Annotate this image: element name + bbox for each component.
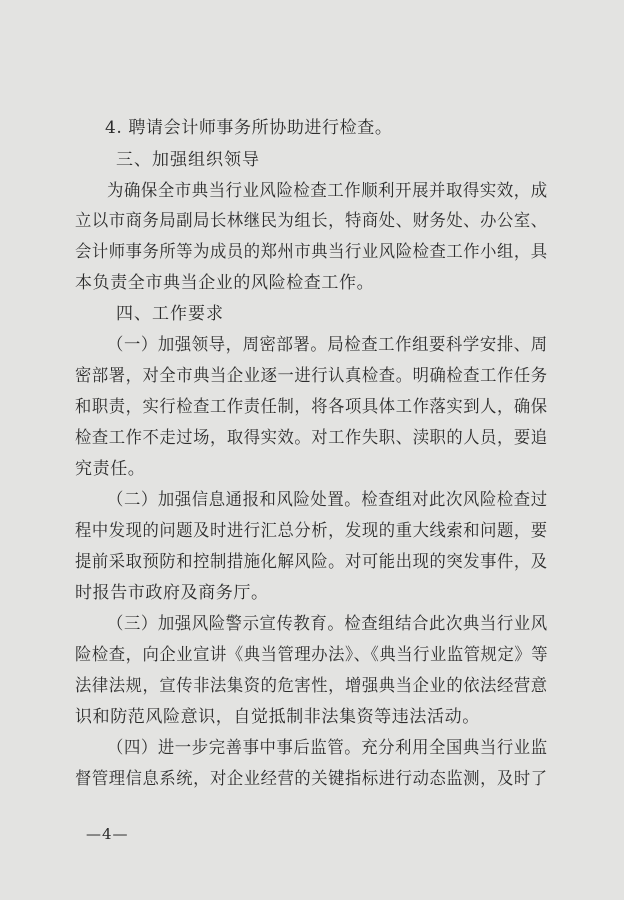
text-line: 时报告市政府及商务厅。 [75, 583, 269, 603]
text-line: 督管理信息系统，对企业经营的关键指标进行动态监测，及时了 [75, 769, 548, 789]
text-line: 法律法规，宣传非法集资的危害性，增强典当企业的依法经营意 [75, 676, 548, 696]
text-line: 提前采取预防和控制措施化解风险。对可能出现的突发事件，及 [75, 552, 548, 572]
text-line: 程中发现的问题及时进行汇总分析，发现的重大线索和问题，要 [75, 521, 548, 541]
text-line: （四）进一步完善事中事后监管。充分利用全国典当行业监 [107, 738, 548, 758]
text-line: （三）加强风险警示宣传教育。检查组结合此次典当行业风 [107, 614, 548, 634]
text-line: 和职责，实行检查工作责任制，将各项具体工作落实到人，确保 [75, 397, 548, 417]
section-heading: 四、工作要求 [116, 304, 224, 324]
text-line: 4. 聘请会计师事务所协助进行检查。 [105, 118, 393, 138]
section-heading: 三、加强组织领导 [116, 150, 260, 170]
text-line: （二）加强信息通报和风险处置。检查组对此次风险检查过 [107, 490, 548, 510]
text-line: 会计师事务所等为成员的郑州市典当行业风险检查工作小组，具 [75, 242, 548, 262]
text-line: 检查工作不走过场，取得实效。对工作失职、渎职的人员，要追 [75, 428, 548, 448]
text-line: 为确保全市典当行业风险检查工作顺利开展并取得实效，成 [107, 181, 548, 201]
text-line: 究责任。 [75, 459, 146, 479]
text-line: 险检查，向企业宣讲《典当管理办法》、《典当行业监管规定》等 [75, 645, 549, 665]
text-line: 本负责全市典当企业的风险检查工作。 [75, 273, 375, 293]
text-line: （一）加强领导，周密部署。局检查工作组要科学安排、周 [107, 335, 548, 355]
text-line: 识和防范风险意识，自觉抵制非法集资等违法活动。 [75, 707, 480, 727]
text-line: 立以市商务局副局长林继民为组长，特商处、财务处、办公室、 [75, 211, 548, 231]
text-line: 密部署，对全市典当企业逐一进行认真检查。明确检查工作任务 [75, 366, 548, 386]
page-number: —4— [86, 825, 129, 843]
